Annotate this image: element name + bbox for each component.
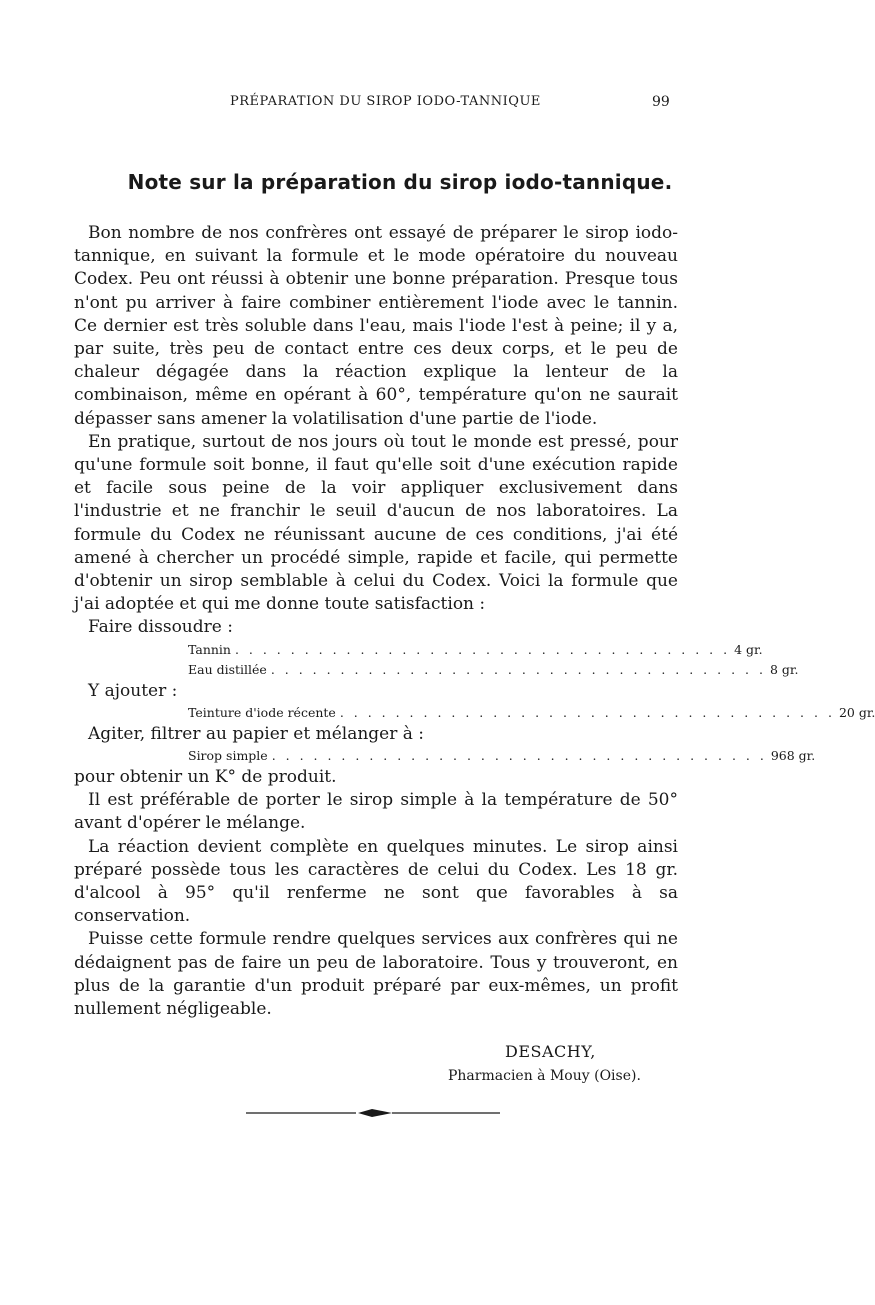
leader-dots: . . . . . . . . . . . . . . . . . . . . . . . . . . . . . . . . . . . . bbox=[339, 704, 835, 720]
ingredient-quantity: 4 gr. bbox=[734, 641, 763, 657]
paragraph-reaction: La réaction devient complète en quelques minutes. Le sirop ainsi préparé possède tous les caractères de celui du Codex. Les 18 gr. d'alcool à 95° qu'il renferme ne sont que favorables à sa conservation. bbox=[74, 836, 678, 927]
step-add: Y ajouter : bbox=[88, 680, 178, 701]
ingredient-quantity: 968 gr. bbox=[770, 748, 816, 764]
leader-dots: . . . . . . . . . . . . . . . . . . . . . . . . . . . . . . . . . . . . bbox=[234, 641, 731, 657]
article-body bbox=[74, 222, 875, 1021]
ingredient-quantity: 8 gr. bbox=[769, 661, 799, 677]
paragraph-2: En pratique, surtout de nos jours où tout le monde est pressé, pour qu'une formule soit bonne, il faut qu'elle soit d'une exécution rapide et facile sous peine de la voir appliquer exclusivement dans l'industrie et ne franchir le seuil d'aucun de nos laboratoires. La formule du Codex ne réunissant aucune de ces conditions, j'ai été amené à chercher un procédé simple, rapide et facile, qui permette d'obtenir un sirop semblable à celui du Codex. Voici la formule que j'ai adoptée et qui me donne toute satisfaction : bbox=[74, 431, 678, 615]
paragraph-temperature: Il est préférable de porter le sirop simple à la température de 50° avant d'opérer le mélange. bbox=[74, 790, 678, 834]
ingredient-name: Teinture d'iode récente bbox=[188, 704, 336, 720]
leader-dots: . . . . . . . . . . . . . . . . . . . . . . . . . . . . . . . . . . . . bbox=[270, 661, 766, 677]
ingredient-name: Sirop simple bbox=[188, 748, 268, 764]
step-mix: Agiter, filtrer au papier et mélanger à : bbox=[88, 723, 425, 744]
author-name: DESACHY, bbox=[505, 1042, 596, 1061]
leader-dots: . . . . . . . . . . . . . . . . . . . . . . . . . . . . . . . . . . . . bbox=[271, 748, 767, 764]
paragraph-closing: Puisse cette formule rendre quelques services aux confrères qui ne dédaignent pas de faire un peu de laboratoire. Tous y trouveront, en plus de la garantie d'un produit préparé par eux-mêmes, un profit nullement négligeable. bbox=[74, 929, 678, 1020]
ingredient-row bbox=[188, 640, 763, 660]
ingredient-row bbox=[188, 703, 875, 723]
ornamental-divider bbox=[246, 1106, 500, 1120]
page-number: 99 bbox=[652, 94, 670, 110]
step-dissolve: Faire dissoudre : bbox=[88, 617, 233, 638]
article-title: Note sur la préparation du sirop iodo-tannique. bbox=[127, 170, 673, 194]
running-head: PRÉPARATION DU SIROP IODO-TANNIQUE bbox=[230, 94, 541, 109]
paragraph-1: Bon nombre de nos confrères ont essayé de préparer le sirop iodo-tannique, en suivant la formule et le mode opératoire du nouveau Codex. Peu ont réussi à obtenir une bonne préparation. Presque tous n'ont pu arriver à faire combiner entièrement l'iode avec le tannin. Ce dernier est très soluble dans l'eau, mais l'iode l'est à peine; il y a, par suite, très peu de contact entre ces deux corps, et le peu de chaleur dégagée dans la réaction explique la lenteur de la combinaison, même en opérant à 60°, température qu'on ne saurait dépasser sans amener la volatilisation d'une partie de l'iode. bbox=[74, 223, 678, 429]
ingredient-row bbox=[188, 746, 816, 766]
conclusion-line: pour obtenir un K° de produit. bbox=[74, 767, 337, 788]
ingredient-quantity: 20 gr. bbox=[838, 704, 875, 720]
ingredient-name: Eau distillée bbox=[188, 661, 267, 677]
author-role: Pharmacien à Mouy (Oise). bbox=[448, 1068, 641, 1084]
ingredient-name: Tannin bbox=[188, 641, 231, 657]
ingredient-row bbox=[188, 660, 799, 680]
